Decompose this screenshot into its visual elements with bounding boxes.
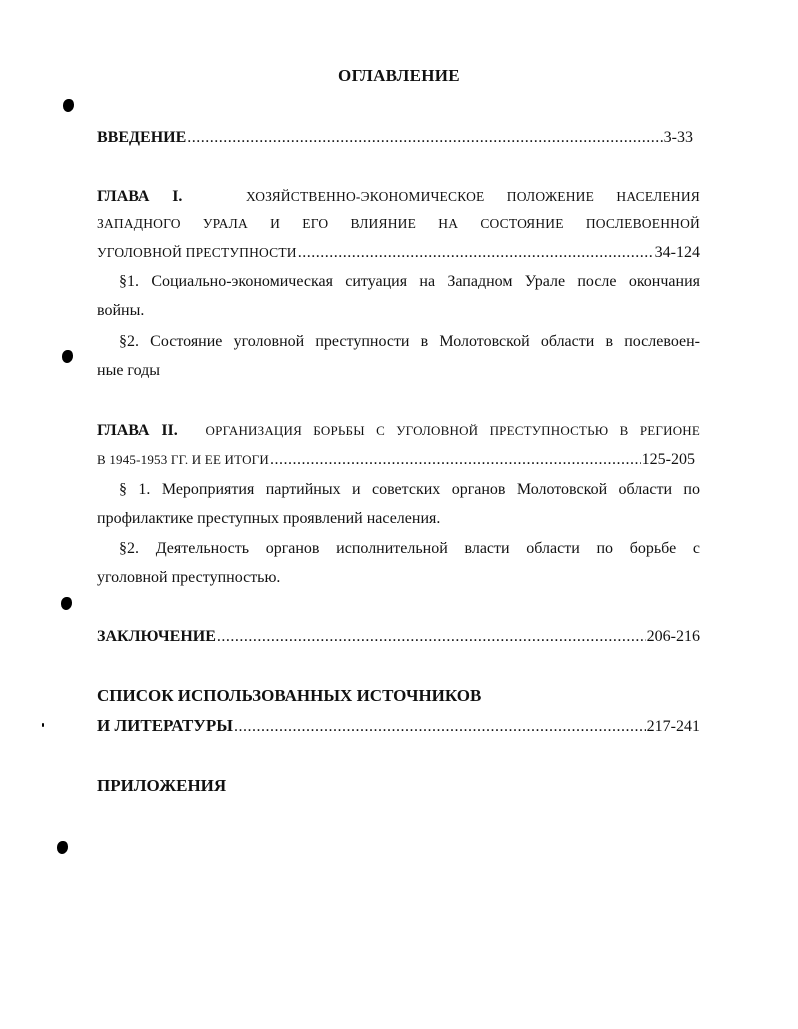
chapter1-section2-line2: ные годы bbox=[97, 362, 161, 379]
sources-pages: 217-241 bbox=[646, 718, 700, 735]
chapter2-prefix: ГЛАВА II. bbox=[97, 422, 178, 439]
chapter1-title-line1: ХОЗЯЙСТВЕННО-ЭКОНОМИЧЕСКОЕ ПОЛОЖЕНИЕ НАСЕЛЕНИЯ bbox=[245, 189, 700, 204]
chapter2-section1-line2: профилактике преступных проявлений населения. bbox=[97, 510, 441, 527]
toc-intro-label: ВВЕДЕНИЕ bbox=[97, 129, 187, 146]
scan-hole-mark bbox=[61, 597, 72, 610]
toc-entry-sources bbox=[97, 716, 700, 737]
toc-leader-dots bbox=[234, 717, 646, 737]
scan-hole-mark bbox=[63, 99, 74, 112]
chapter2-pages: 125-205 bbox=[641, 451, 695, 468]
chapter1-prefix: ГЛАВА I. bbox=[97, 188, 183, 205]
conclusion-label: ЗАКЛЮЧЕНИЕ bbox=[97, 628, 216, 645]
scan-hole-mark bbox=[57, 841, 68, 854]
conclusion-pages: 206-216 bbox=[646, 628, 700, 645]
scan-hole-mark bbox=[62, 350, 73, 363]
chapter2-title-line1: ОРГАНИЗАЦИЯ БОРЬБЫ С УГОЛОВНОЙ ПРЕСТУПНОСТЬЮ В РЕГИОНЕ bbox=[205, 423, 701, 438]
toc-intro-pages: 3-33 bbox=[663, 129, 693, 146]
toc-entry-chapter2 bbox=[97, 450, 695, 470]
chapter2-section2-line2: уголовной преступностью. bbox=[97, 569, 281, 586]
toc-entry-chapter1 bbox=[97, 243, 700, 263]
chapter1-pages: 34-124 bbox=[654, 244, 700, 261]
toc-leader-dots bbox=[217, 627, 646, 647]
toc-entry-conclusion bbox=[97, 627, 700, 647]
toc-chapter1-heading-line1 bbox=[97, 187, 700, 207]
appendix-label: ПРИЛОЖЕНИЯ bbox=[97, 776, 227, 795]
chapter1-section1-line2: войны. bbox=[97, 302, 145, 319]
chapter1-section1-line1: §1. Социально-экономическая ситуация на Западном Урале после окончания bbox=[119, 273, 700, 290]
chapter2-section2-line1: §2. Деятельность органов исполнительной власти области по борьбе с bbox=[119, 540, 700, 557]
toc-leader-dots bbox=[270, 450, 641, 470]
toc-entry-intro bbox=[97, 128, 693, 148]
scan-speck bbox=[42, 723, 44, 727]
toc-leader-dots bbox=[187, 128, 662, 148]
chapter1-title-line3: УГОЛОВНОЙ ПРЕСТУПНОСТИ bbox=[97, 245, 297, 260]
chapter1-section2-line1: §2. Состояние уголовной преступности в Молотовской области в послевоен- bbox=[119, 333, 700, 350]
chapter2-section1-line1: § 1. Мероприятия партийных и советских органов Молотовской области по bbox=[119, 481, 700, 498]
chapter2-title-line2: В 1945-1953 ГГ. И ЕЕ ИТОГИ bbox=[97, 452, 269, 467]
chapter1-title-line2: ЗАПАДНОГО УРАЛА И ЕГО ВЛИЯНИЕ НА СОСТОЯНИЕ ПОСЛЕВОЕННОЙ bbox=[97, 216, 700, 231]
sources-title-line2: И ЛИТЕРАТУРЫ bbox=[97, 716, 233, 735]
toc-chapter2-heading-line1 bbox=[97, 421, 700, 441]
toc-leader-dots bbox=[298, 243, 654, 263]
page-title: ОГЛАВЛЕНИЕ bbox=[338, 66, 460, 85]
sources-title-line1: СПИСОК ИСПОЛЬЗОВАННЫХ ИСТОЧНИКОВ bbox=[97, 686, 482, 705]
